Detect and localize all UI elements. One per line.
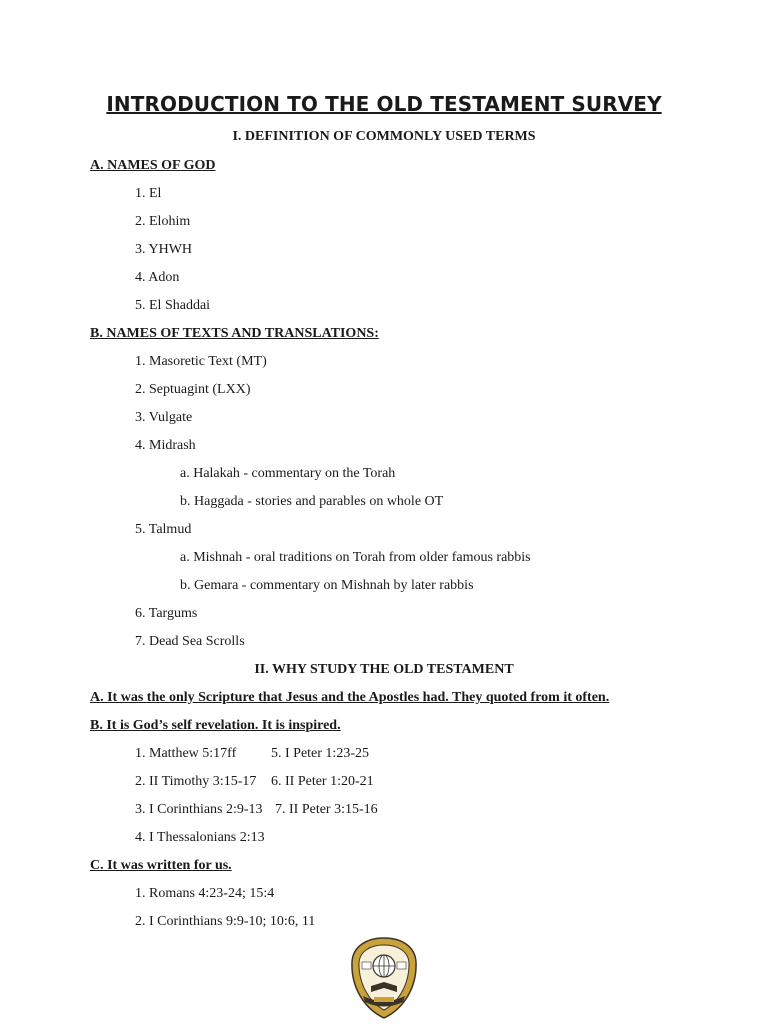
reference-item: 3. I Corinthians 2:9-13 bbox=[135, 802, 263, 817]
point-c: C. It was written for us. bbox=[90, 858, 232, 873]
reference-item: 1. Matthew 5:17ff bbox=[135, 746, 237, 761]
reference-item: 2. II Timothy 3:15-17 bbox=[135, 774, 257, 789]
sub-list-item: a. Mishnah - oral traditions on Torah from older famous rabbis bbox=[180, 550, 531, 565]
texts-heading: B. NAMES OF TEXTS AND TRANSLATIONS: bbox=[90, 326, 379, 341]
list-item: 3. YHWH bbox=[135, 242, 193, 257]
sub-list-item: a. Halakah - commentary on the Torah bbox=[180, 466, 396, 481]
reference-item: 5. I Peter 1:23-25 bbox=[271, 746, 369, 761]
reference-item: 7. II Peter 3:15-16 bbox=[275, 802, 378, 817]
school-seal-logo bbox=[349, 936, 419, 1020]
list-item: 2. Elohim bbox=[135, 214, 191, 229]
section-2-heading: II. WHY STUDY THE OLD TESTAMENT bbox=[254, 662, 514, 677]
document-title: INTRODUCTION TO THE OLD TESTAMENT SURVEY bbox=[106, 92, 662, 116]
list-item: 4. Midrash bbox=[135, 438, 196, 453]
reference-item: 6. II Peter 1:20-21 bbox=[271, 774, 374, 789]
names-of-god-heading: A. NAMES OF GOD bbox=[90, 158, 216, 173]
list-item: 6. Targums bbox=[135, 606, 198, 621]
point-b: B. It is God’s self revelation. It is inspired. bbox=[90, 718, 341, 733]
list-item: 7. Dead Sea Scrolls bbox=[135, 634, 245, 649]
list-item: 1. Masoretic Text (MT) bbox=[135, 354, 267, 369]
point-a: A. It was the only Scripture that Jesus and the Apostles had. They quoted from it often. bbox=[90, 690, 610, 705]
list-item: 3. Vulgate bbox=[135, 410, 193, 425]
reference-item: 4. I Thessalonians 2:13 bbox=[135, 830, 265, 845]
list-item: 5. Talmud bbox=[135, 522, 192, 537]
sub-list-item: b. Haggada - stories and parables on whole OT bbox=[180, 494, 444, 509]
reference-item: 2. I Corinthians 9:9-10; 10:6, 11 bbox=[135, 914, 316, 929]
sub-list-item: b. Gemara - commentary on Mishnah by later rabbis bbox=[180, 578, 474, 593]
list-item: 1. El bbox=[135, 186, 162, 201]
list-item: 4. Adon bbox=[135, 270, 180, 285]
list-item: 5. El Shaddai bbox=[135, 298, 211, 313]
section-1-heading: I. DEFINITION OF COMMONLY USED TERMS bbox=[232, 129, 536, 144]
list-item: 2. Septuagint (LXX) bbox=[135, 382, 251, 397]
reference-item: 1. Romans 4:23-24; 15:4 bbox=[135, 886, 275, 901]
